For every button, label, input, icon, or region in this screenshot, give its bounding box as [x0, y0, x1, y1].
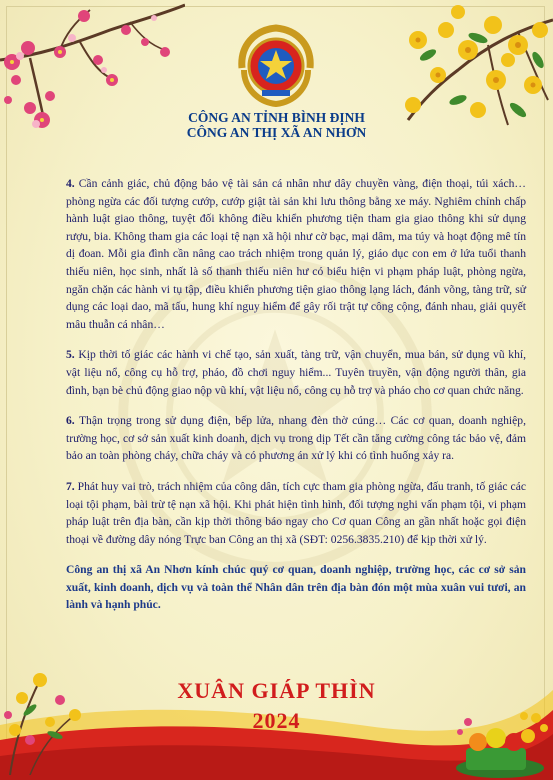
item-text: Kịp thời tố giác các hành vi chế tạo, sản xuất, tàng trữ, vận chuyển, mua bán, sử dụng vũ khí, vật liệu nổ, công cụ hỗ trợ, pháo, đồ chơi nguy hiểm... Tuyên truyền, vận động người thân, gia đình, bạn bè chủ động giao nộp vũ khí, vật liệu nổ, công cụ hỗ trợ và pháo cho cơ quan chức năng.	[66, 348, 526, 397]
item-7	[66, 478, 526, 548]
title-spring: XUÂN GIÁP THÌN	[177, 678, 376, 703]
police-emblem-icon	[236, 24, 316, 108]
item-number: 4.	[66, 177, 75, 190]
header-town: CÔNG AN THỊ XÃ AN NHƠN	[186, 125, 367, 140]
item-text: Cần cảnh giác, chủ động bảo vệ tài sản cá nhân như dây chuyền vàng, điện thoại, túi xách… phòng ngừa các đối tượng cướp, cướp giật tài sản khi lưu thông bằng xe máy. Nghiêm chỉnh chấp hành luật giao thông, tuyệt đối không điều khiển phương tiện tham gia giao thông khi sử dụng rượu, bia. Không tham gia các loại tệ nạn xã hội như cờ bạc, mại dâm, ma túy và hoạt động mê tín dị đoan. Mỗi gia đình cần nâng cao trách nhiệm trong quản lý, giáo dục con em ở lứa tuổi thanh thiếu niên, học sinh, nhất là số thanh thiếu niên hư có biểu hiện vi phạm pháp luật, phòng ngừa, ngăn chặn các hành vi tụ tập, điều khiển phương tiện giao thông lạng lách, đánh võng, tàng trữ, sử dụng các loại dao, mã tấu, hung khí nguy hiểm để gây rối trật tự công cộng, đánh nhau, giải quyết mâu thuẫn cá nhân…	[66, 177, 526, 331]
page-header	[0, 110, 553, 140]
main-content	[66, 175, 526, 627]
item-4	[66, 175, 526, 333]
title-year: 2024	[252, 708, 301, 733]
item-number: 5.	[66, 348, 75, 362]
item-5	[66, 346, 526, 399]
closing-message: Công an thị xã An Nhơn kính chúc quý cơ quan, doanh nghiệp, trường học, các cơ sở sản xuất, kinh doanh, dịch vụ và toàn thể Nhân dân trên địa bàn đón một mùa xuân vui tươi, an lành và hạnh phúc.	[66, 563, 526, 612]
item-number: 7.	[66, 479, 75, 493]
item-number: 6.	[66, 414, 75, 428]
item-text: Phát huy vai trò, trách nhiệm của công dân, tích cực tham gia phòng ngừa, đấu tranh, tố giác các loại tội phạm, bài trừ tệ nạn xã hội. Khi phát hiện tình hình, đối tượng nghi vấn phạm tội, vi phạm pháp luật trên địa bàn, cần kịp thời thông báo ngay cho Cơ quan Công an gần nhất hoặc gọi điện thoại về đường dây nóng Trực ban Công an thị xã (SĐT: 0256.3835.210) để kịp thời xử lý.	[66, 479, 526, 546]
item-text: Thận trọng trong sử dụng điện, bếp lửa, nhang đèn thờ cúng… Các cơ quan, doanh nghiệp, trường học, cơ sở sản xuất kinh doanh, dịch vụ trong dịp Tết cần tăng cường công tác bảo vệ, đảm bảo an toàn phòng cháy, chữa cháy và có phương án xử lý khi có tình huống xảy ra.	[66, 414, 526, 463]
item-6	[66, 412, 526, 465]
header-province: CÔNG AN TỈNH BÌNH ĐỊNH	[188, 110, 365, 125]
